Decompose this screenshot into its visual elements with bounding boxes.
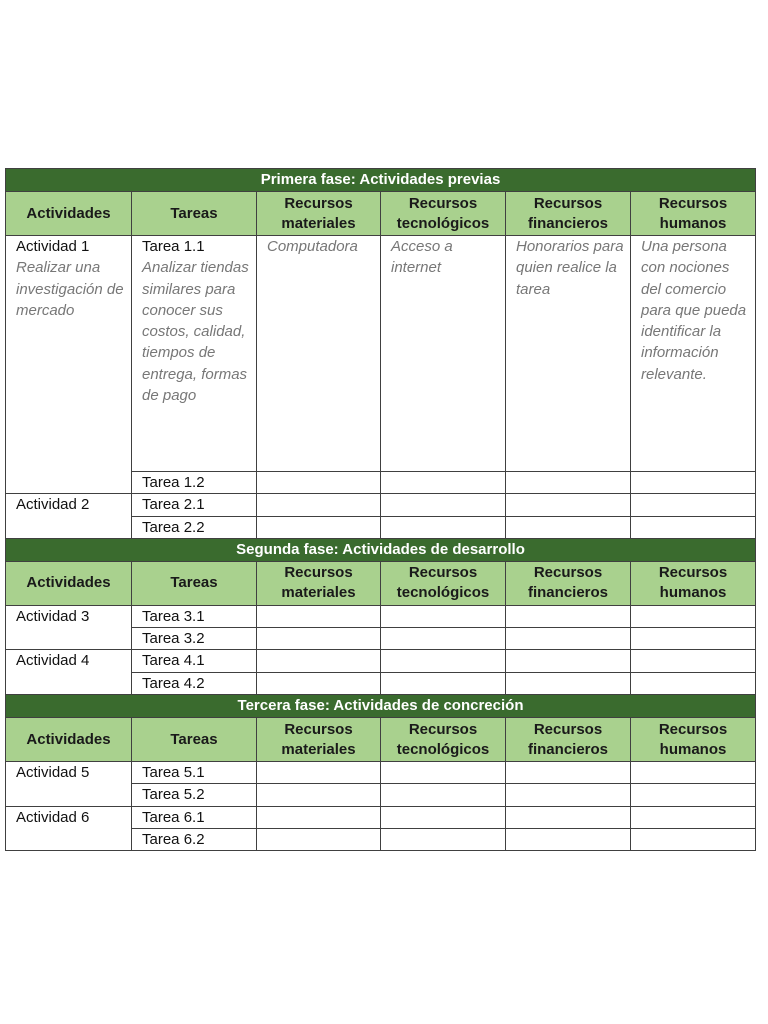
resource-cell-tecnologicos bbox=[381, 762, 506, 784]
column-header-line: materiales bbox=[281, 740, 356, 758]
resource-cell-humanos bbox=[631, 472, 756, 494]
resource-cell-tecnologicos bbox=[381, 494, 506, 516]
resource-cell-humanos bbox=[631, 650, 756, 672]
resource-cell-humanos bbox=[631, 828, 756, 850]
task-label: Tarea 3.2 bbox=[142, 630, 205, 648]
resource-cell-tecnologicos bbox=[381, 605, 506, 627]
task-content bbox=[132, 628, 256, 649]
resource-cell-materiales bbox=[257, 236, 381, 472]
task-content bbox=[132, 606, 256, 627]
table-row bbox=[6, 605, 756, 627]
activity-cell bbox=[6, 605, 132, 650]
column-header-row bbox=[6, 561, 756, 605]
column-header-line: Recursos bbox=[533, 194, 603, 212]
task-content bbox=[132, 673, 256, 694]
resource-content bbox=[257, 236, 380, 257]
column-header-row bbox=[6, 192, 756, 236]
task-content bbox=[132, 472, 256, 493]
phase-title: Segunda fase: Actividades de desarrollo bbox=[6, 538, 756, 561]
resource-content bbox=[381, 236, 505, 279]
column-header-actividades: Actividades bbox=[6, 192, 132, 236]
task-cell bbox=[132, 472, 257, 494]
task-cell bbox=[132, 672, 257, 694]
resource-cell-humanos bbox=[631, 762, 756, 784]
resource-cell-financieros bbox=[506, 784, 631, 806]
column-header-materiales bbox=[257, 192, 381, 236]
resource-cell-financieros bbox=[506, 762, 631, 784]
activity-cell bbox=[6, 650, 132, 695]
resource-cell-materiales bbox=[257, 650, 381, 672]
table-row bbox=[6, 806, 756, 828]
resource-cell-tecnologicos bbox=[381, 806, 506, 828]
resource-cell-financieros bbox=[506, 650, 631, 672]
resource-cell-humanos bbox=[631, 494, 756, 516]
resource-cell-materiales bbox=[257, 828, 381, 850]
activity-cell bbox=[6, 494, 132, 539]
column-header-line: Recursos bbox=[408, 194, 478, 212]
resource-cell-tecnologicos bbox=[381, 650, 506, 672]
resource-cell-financieros bbox=[506, 605, 631, 627]
column-header-line: Recursos bbox=[658, 564, 728, 582]
resource-cell-financieros bbox=[506, 472, 631, 494]
resource-cell-tecnologicos bbox=[381, 472, 506, 494]
planning-table bbox=[5, 168, 756, 851]
task-cell bbox=[132, 605, 257, 627]
activity-label: Actividad 3 bbox=[16, 607, 90, 625]
phase-title: Tercera fase: Actividades de concreción bbox=[6, 695, 756, 718]
resource-cell-financieros bbox=[506, 628, 631, 650]
resource-cell-tecnologicos bbox=[381, 784, 506, 806]
activity-label: Actividad 6 bbox=[16, 808, 90, 826]
resource-cell-materiales bbox=[257, 806, 381, 828]
resource-cell-humanos bbox=[631, 605, 756, 627]
task-cell bbox=[132, 762, 257, 784]
resource-cell-financieros bbox=[506, 494, 631, 516]
resource-content bbox=[631, 236, 755, 385]
column-header-humanos bbox=[631, 718, 756, 762]
table-row bbox=[6, 236, 756, 472]
resource-cell-financieros bbox=[506, 672, 631, 694]
activity-content bbox=[6, 494, 131, 515]
activity-content bbox=[6, 606, 131, 627]
phase-title: Primera fase: Actividades previas bbox=[6, 169, 756, 192]
column-header-line: humanos bbox=[659, 584, 727, 602]
task-content bbox=[132, 807, 256, 828]
resource-cell-humanos bbox=[631, 516, 756, 538]
column-header-tecnologicos bbox=[381, 561, 506, 605]
column-header-actividades: Actividades bbox=[6, 718, 132, 762]
column-header-financieros bbox=[506, 192, 631, 236]
activity-content bbox=[6, 762, 131, 783]
activity-description: Realizar una investigación de mercado bbox=[16, 259, 124, 319]
activity-cell bbox=[6, 762, 132, 807]
task-label: Tarea 1.2 bbox=[142, 474, 205, 491]
column-header-line: tecnológicos bbox=[396, 214, 490, 232]
activity-cell bbox=[6, 806, 132, 851]
activity-label: Actividad 1 bbox=[16, 238, 90, 255]
task-cell bbox=[132, 828, 257, 850]
resource-cell-materiales bbox=[257, 628, 381, 650]
resource-humanos-text: Una persona con nociones del comercio para que pueda identificar la información relevante. bbox=[641, 238, 747, 383]
column-header-line: financieros bbox=[527, 214, 609, 232]
task-label: Tarea 3.1 bbox=[142, 607, 205, 625]
resource-cell-humanos bbox=[631, 806, 756, 828]
table-row bbox=[6, 762, 756, 784]
resource-content bbox=[506, 236, 630, 300]
activity-cell bbox=[6, 236, 132, 494]
table-row bbox=[6, 650, 756, 672]
column-header-line: humanos bbox=[659, 740, 727, 758]
task-content bbox=[132, 236, 256, 406]
column-header-line: humanos bbox=[659, 214, 727, 232]
column-header-humanos bbox=[631, 561, 756, 605]
column-header-line: Recursos bbox=[284, 194, 353, 212]
task-label: Tarea 5.1 bbox=[142, 764, 205, 782]
column-header-financieros bbox=[506, 718, 631, 762]
column-header-tareas: Tareas bbox=[132, 561, 257, 605]
column-header-line: Recursos bbox=[658, 194, 728, 212]
resource-cell-financieros bbox=[506, 828, 631, 850]
resource-cell-financieros bbox=[506, 236, 631, 472]
task-cell bbox=[132, 650, 257, 672]
column-header-tareas: Tareas bbox=[132, 718, 257, 762]
activity-label: Actividad 5 bbox=[16, 764, 90, 782]
resource-cell-materiales bbox=[257, 672, 381, 694]
resource-cell-materiales bbox=[257, 762, 381, 784]
resource-cell-materiales bbox=[257, 516, 381, 538]
planning-sheet bbox=[5, 168, 755, 851]
column-header-line: financieros bbox=[527, 740, 609, 758]
table-row bbox=[6, 494, 756, 516]
planning-table-body bbox=[6, 169, 756, 851]
task-cell bbox=[132, 516, 257, 538]
activity-content bbox=[6, 236, 131, 321]
resource-cell-humanos bbox=[631, 784, 756, 806]
task-content bbox=[132, 650, 256, 671]
column-header-humanos bbox=[631, 192, 756, 236]
task-cell bbox=[132, 784, 257, 806]
resource-cell-financieros bbox=[506, 806, 631, 828]
phase-header-row bbox=[6, 538, 756, 561]
resource-tecnologicos-text: Acceso a internet bbox=[391, 238, 453, 277]
column-header-line: materiales bbox=[281, 214, 356, 232]
task-label: Tarea 4.2 bbox=[142, 674, 205, 692]
resource-financieros-text: Honorarios para quien realice la tarea bbox=[516, 238, 624, 298]
column-header-line: Recursos bbox=[408, 720, 478, 738]
resource-cell-tecnologicos bbox=[381, 516, 506, 538]
task-cell bbox=[132, 806, 257, 828]
column-header-line: Recursos bbox=[284, 564, 353, 582]
resource-cell-tecnologicos bbox=[381, 236, 506, 472]
resource-cell-humanos bbox=[631, 628, 756, 650]
task-content bbox=[132, 762, 256, 783]
column-header-financieros bbox=[506, 561, 631, 605]
task-label: Tarea 2.1 bbox=[142, 496, 205, 514]
task-label: Tarea 6.1 bbox=[142, 808, 205, 826]
column-header-tecnologicos bbox=[381, 192, 506, 236]
column-header-line: tecnológicos bbox=[396, 584, 490, 602]
resource-cell-financieros bbox=[506, 516, 631, 538]
column-header-line: Recursos bbox=[533, 564, 603, 582]
task-label: Tarea 5.2 bbox=[142, 786, 205, 804]
resource-cell-materiales bbox=[257, 494, 381, 516]
column-header-materiales bbox=[257, 561, 381, 605]
resource-cell-materiales bbox=[257, 472, 381, 494]
activity-content bbox=[6, 650, 131, 671]
column-header-line: financieros bbox=[527, 584, 609, 602]
column-header-materiales bbox=[257, 718, 381, 762]
task-label: Tarea 1.1 bbox=[142, 238, 205, 255]
activity-label: Actividad 2 bbox=[16, 496, 90, 514]
phase-header-row bbox=[6, 169, 756, 192]
task-cell bbox=[132, 628, 257, 650]
phase-header-row bbox=[6, 695, 756, 718]
resource-cell-materiales bbox=[257, 784, 381, 806]
task-description: Analizar tiendas similares para conocer sus costos, calidad, tiempos de entrega, formas de pago bbox=[142, 259, 249, 405]
resource-cell-materiales bbox=[257, 605, 381, 627]
resource-cell-tecnologicos bbox=[381, 672, 506, 694]
resource-cell-humanos bbox=[631, 672, 756, 694]
column-header-row bbox=[6, 718, 756, 762]
column-header-line: Recursos bbox=[658, 720, 728, 738]
activity-content bbox=[6, 807, 131, 828]
column-header-actividades: Actividades bbox=[6, 561, 132, 605]
task-label: Tarea 6.2 bbox=[142, 830, 205, 848]
resource-materiales-text: Computadora bbox=[267, 238, 358, 255]
column-header-line: Recursos bbox=[284, 720, 353, 738]
column-header-line: materiales bbox=[281, 584, 356, 602]
task-cell bbox=[132, 236, 257, 472]
column-header-line: Recursos bbox=[408, 564, 478, 582]
task-label: Tarea 2.2 bbox=[142, 518, 205, 536]
column-header-tecnologicos bbox=[381, 718, 506, 762]
column-header-line: tecnológicos bbox=[396, 740, 490, 758]
resource-cell-humanos bbox=[631, 236, 756, 472]
task-content bbox=[132, 829, 256, 850]
task-content bbox=[132, 517, 256, 538]
task-cell bbox=[132, 494, 257, 516]
column-header-tareas: Tareas bbox=[132, 192, 257, 236]
resource-cell-tecnologicos bbox=[381, 828, 506, 850]
activity-label: Actividad 4 bbox=[16, 652, 90, 670]
column-header-line: Recursos bbox=[533, 720, 603, 738]
task-content bbox=[132, 494, 256, 515]
task-label: Tarea 4.1 bbox=[142, 652, 205, 670]
resource-cell-tecnologicos bbox=[381, 628, 506, 650]
task-content bbox=[132, 784, 256, 805]
